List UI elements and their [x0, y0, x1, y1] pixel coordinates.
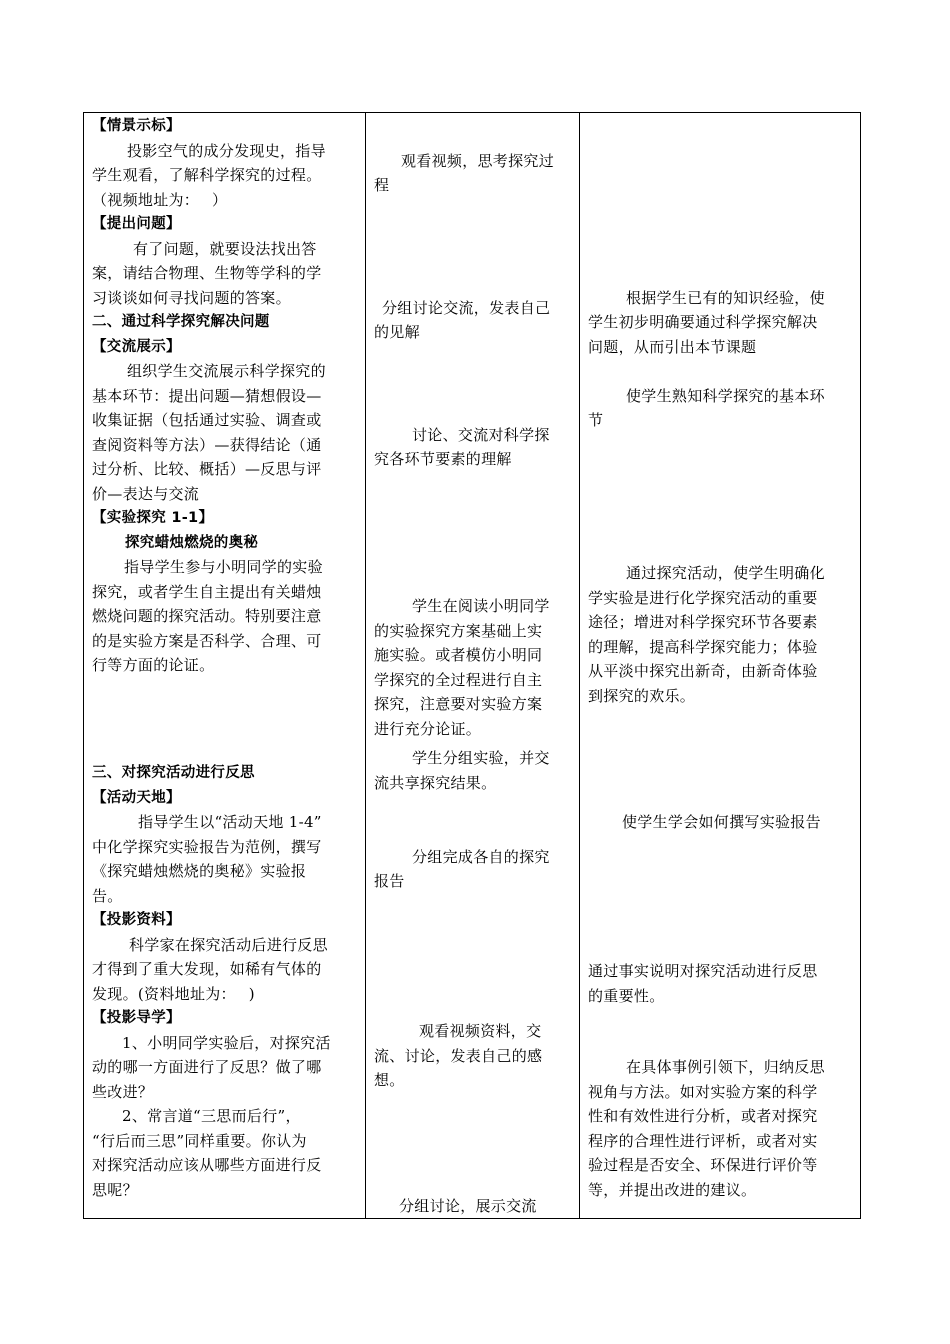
- text-line: 讨论、交流对科学探: [412, 426, 550, 444]
- text-line: 等，并提出改进的建议。: [588, 1181, 757, 1199]
- text-line: 中化学探究实验报告为范例，撰写: [92, 838, 322, 856]
- text-line: 流、讨论，发表自己的感: [374, 1047, 543, 1065]
- text-line: 在具体事例引领下，归纳反思: [626, 1058, 825, 1076]
- part-heading: 二、通过科学探究解决问题: [92, 314, 270, 330]
- text-line: 想。: [374, 1071, 405, 1089]
- text-line: 报告: [374, 872, 405, 890]
- text-line: 的是实验方案是否科学、合理、可: [92, 632, 322, 650]
- text-line: 组织学生交流展示科学探究的: [127, 362, 326, 380]
- text-line: 基本环节：提出问题—猜想假设—: [92, 387, 322, 405]
- text-line: 流共享探究结果。: [374, 774, 497, 792]
- section-heading: 【提出问题】: [92, 216, 181, 232]
- text-line: 学生在阅读小明同学: [412, 597, 550, 615]
- text-line: 查阅资料等方法）—获得结论（通: [92, 436, 322, 454]
- text-line: 指导学生以“活动天地 1-4”: [138, 813, 322, 831]
- text-line: 1、小明同学实验后，对探究活: [122, 1034, 331, 1052]
- text-line: 性和有效性进行分析，或者对探究: [588, 1107, 818, 1125]
- text-line: 动的哪一方面进行了反思？做了哪: [92, 1058, 322, 1076]
- text-line: “行后而三思”同样重要。你认为: [92, 1132, 307, 1150]
- text-line: 分组完成各自的探究: [412, 848, 550, 866]
- text-line: 燃烧问题的探究活动。特别要注意: [92, 607, 322, 625]
- text-line: 进行充分论证。: [374, 720, 482, 738]
- text-line: 科学家在探究活动后进行反思: [129, 936, 328, 954]
- text-line: 通过探究活动，使学生明确化: [626, 564, 825, 582]
- text-line: （视频地址为： ）: [92, 191, 228, 209]
- text-line: 分组讨论，展示交流: [399, 1197, 537, 1215]
- text-line: 使学生学会如何撰写实验报告: [622, 813, 821, 831]
- text-line: 学实验是进行化学探究活动的重要: [588, 589, 818, 607]
- column-divider-2: [579, 113, 580, 1218]
- text-line: 探究，或者学生自主提出有关蜡烛: [92, 583, 322, 601]
- text-line: 究各环节要素的理解: [374, 450, 512, 468]
- text-line: 《探究蜡烛燃烧的奥秘》实验报: [92, 862, 307, 880]
- text-line: 根据学生已有的知识经验，使: [626, 289, 825, 307]
- section-heading: 【实验探究 1-1】: [92, 510, 214, 526]
- section-heading: 【情景示标】: [92, 118, 181, 134]
- column-divider-1: [365, 113, 366, 1218]
- text-line: 学生观看，了解科学探究的过程。: [92, 166, 322, 184]
- text-line: 验过程是否安全、环保进行评价等: [588, 1156, 818, 1174]
- text-line: 些改进？: [92, 1083, 154, 1101]
- section-heading: 【交流展示】: [92, 339, 181, 355]
- text-line: 施实验。或者模仿小明同: [374, 646, 543, 664]
- text-line: 对探究活动应该从哪些方面进行反: [92, 1156, 322, 1174]
- text-line: 观看视频资料，交: [419, 1022, 542, 1040]
- text-line: 2、常言道“三思而后行”，: [122, 1107, 301, 1125]
- part-heading: 三、对探究活动进行反思: [92, 765, 255, 781]
- text-line: 案，请结合物理、生物等学科的学: [92, 264, 322, 282]
- subsection-heading: 探究蜡烛燃烧的奥秘: [125, 535, 259, 551]
- text-line: 指导学生参与小明同学的实验: [124, 558, 323, 576]
- text-line: 学探究的全过程进行自主: [374, 671, 543, 689]
- text-line: 分组讨论交流，发表自己: [382, 299, 551, 317]
- text-line: 节: [588, 411, 604, 429]
- text-line: 收集证据（包括通过实验、调查或: [92, 411, 322, 429]
- text-line: 通过事实说明对探究活动进行反思: [588, 962, 818, 980]
- section-heading: 【投影资料】: [92, 912, 181, 928]
- text-line: 问题，从而引出本节课题: [588, 338, 757, 356]
- text-line: 的重要性。: [588, 987, 665, 1005]
- text-line: 的理解，提高科学探究能力；体验: [588, 638, 818, 656]
- text-line: 学生分组实验，并交: [412, 749, 550, 767]
- text-line: 过分析、比较、概括）—反思与评: [92, 460, 322, 478]
- section-heading: 【投影导学】: [92, 1010, 181, 1026]
- text-line: 的实验探究方案基础上实: [374, 622, 543, 640]
- text-line: 习谈谈如何寻找问题的答案。: [92, 289, 291, 307]
- text-line: 有了问题，就要设法找出答: [133, 240, 317, 258]
- text-line: 到探究的欢乐。: [588, 687, 696, 705]
- text-line: 程: [374, 176, 390, 194]
- section-heading: 【活动天地】: [92, 790, 181, 806]
- text-line: 价—表达与交流: [92, 485, 200, 503]
- text-line: 使学生熟知科学探究的基本环: [626, 387, 825, 405]
- text-line: 行等方面的论证。: [92, 656, 215, 674]
- text-line: 发现。(资料地址为： ): [92, 985, 255, 1003]
- text-line: 途径；增进对科学探究环节各要素: [588, 613, 818, 631]
- text-line: 学生初步明确要通过科学探究解决: [588, 313, 818, 331]
- text-line: 探究，注意要对实验方案: [374, 695, 543, 713]
- text-line: 投影空气的成分发现史，指导: [127, 142, 326, 160]
- text-line: 的见解: [374, 323, 420, 341]
- text-line: 才得到了重大发现，如稀有气体的: [92, 960, 322, 978]
- text-line: 从平淡中探究出新奇，由新奇体验: [588, 662, 818, 680]
- text-line: 视角与方法。如对实验方案的科学: [588, 1083, 818, 1101]
- text-line: 程序的合理性进行评析，或者对实: [588, 1132, 818, 1150]
- text-line: 告。: [92, 887, 123, 905]
- text-line: 观看视频，思考探究过: [401, 152, 555, 170]
- text-line: 思呢？: [92, 1181, 138, 1199]
